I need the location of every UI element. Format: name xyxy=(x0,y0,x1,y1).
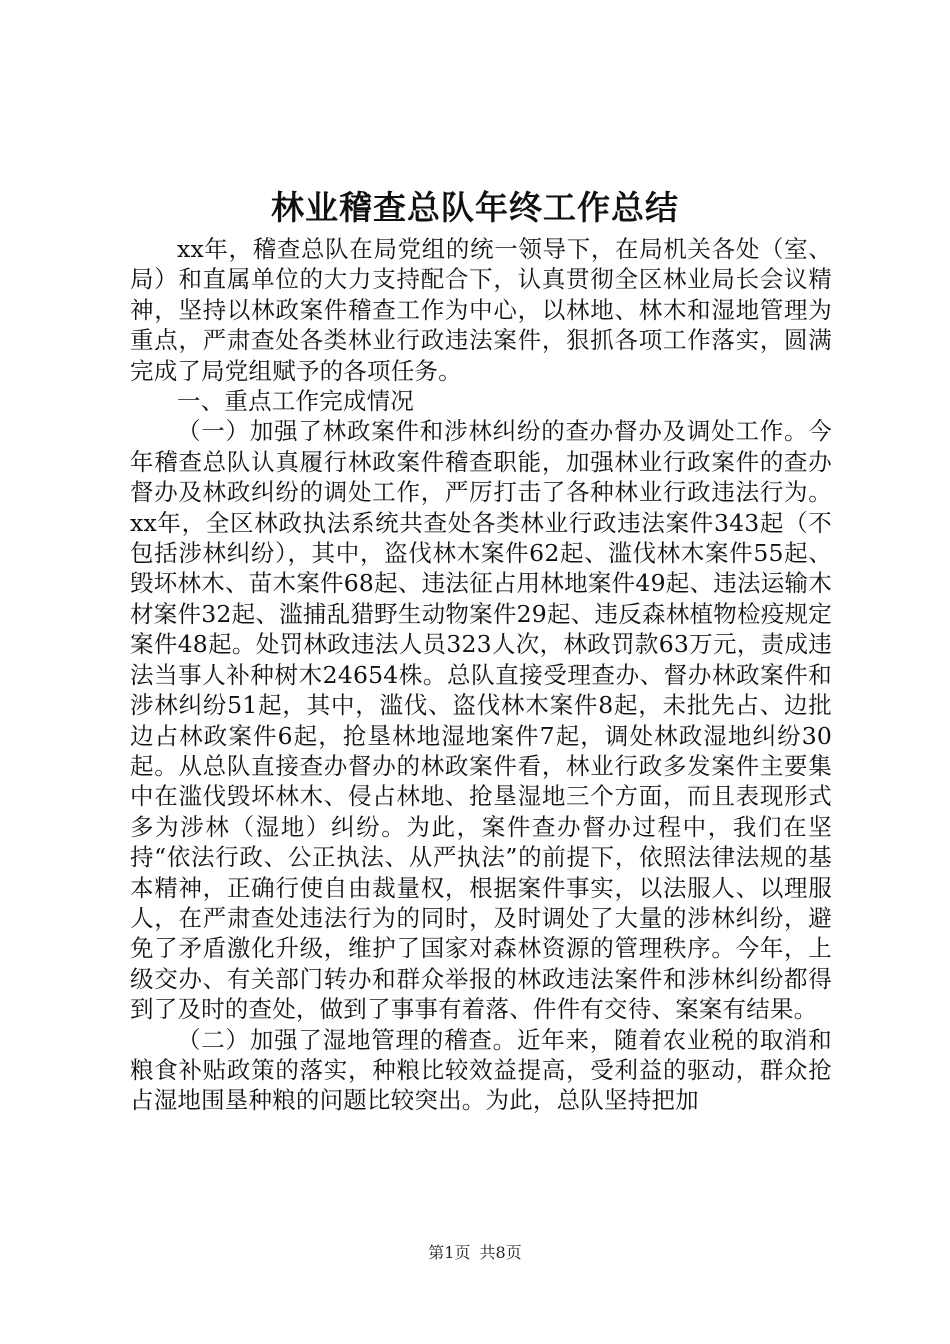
page-number: 第1页 xyxy=(428,1243,471,1262)
document-title: 林业稽查总队年终工作总结 xyxy=(271,188,679,227)
paragraph-section-two: （二）加强了湿地管理的稽查。近年来，随着农业税的取消和粮食补贴政策的落实，种粮比较效益提高，受利益的驱动，群众抢占湿地围垦种粮的问题比较突出。为此，总队坚持把加 xyxy=(130,1025,832,1115)
paragraph-intro: xx年，稽查总队在局党组的统一领导下，在局机关各处（室、局）和直属单位的大力支持配合下，认真贯彻全区林业局长会议精神，坚持以林政案件稽查工作为中心，以林地、林木和湿地管理为重点，严肃查处各类林业行政违法案件，狠抓各项工作落实，圆满完成了局党组赋予的各项任务。 xyxy=(130,235,832,385)
page-footer xyxy=(0,1242,950,1264)
page-total: 共8页 xyxy=(479,1243,522,1262)
document-body xyxy=(130,234,832,1116)
paragraph-section-one: （一）加强了林政案件和涉林纠纷的查办督办及调处工作。今年稽查总队认真履行林政案件稽查职能，加强林业行政案件的查办督办及林政纠纷的调处工作，严厉打击了各种林业行政违法行为。xx年，全区林政执法系统共查处各类林业行政违法案件343起（不包括涉林纠纷），其中，盗伐林木案件62起、滥伐林木案件55起、毁坏林木、苗木案件68起、违法征占用林地案件49起、违法运输木材案件32起、滥捕乱猎野生动物案件29起、违反森林植物检疫规定案件48起。处罚林政违法人员323人次，林政罚款63万元，责成违法当事人补种树木24654株。总队直接受理查办、督办林政案件和涉林纠纷51起，其中，滥伐、盗伐林木案件8起，未批先占、边批边占林政案件6起，抢垦林地湿地案件7起，调处林政湿地纠纷30起。从总队直接查办督办的林政案件看，林业行政多发案件主要集中在滥伐毁坏林木、侵占林地、抢垦湿地三个方面，而且表现形式多为涉林（湿地）纠纷。为此，案件查办督办过程中，我们在坚持“依法行政、公正执法、从严执法”的前提下，依照法律法规的基本精神，正确行使自由裁量权，根据案件事实，以法服人、以理服人，在严肃查处违法行为的同时，及时调处了大量的涉林纠纷，避免了矛盾激化升级，维护了国家对森林资源的管理秩序。今年，上级交办、有关部门转办和群众举报的林政违法案件和涉林纠纷都得到了及时的查处，做到了事事有着落、件件有交待、案案有结果。 xyxy=(130,417,832,1024)
section-heading: 一、重点工作完成情况 xyxy=(177,387,414,416)
